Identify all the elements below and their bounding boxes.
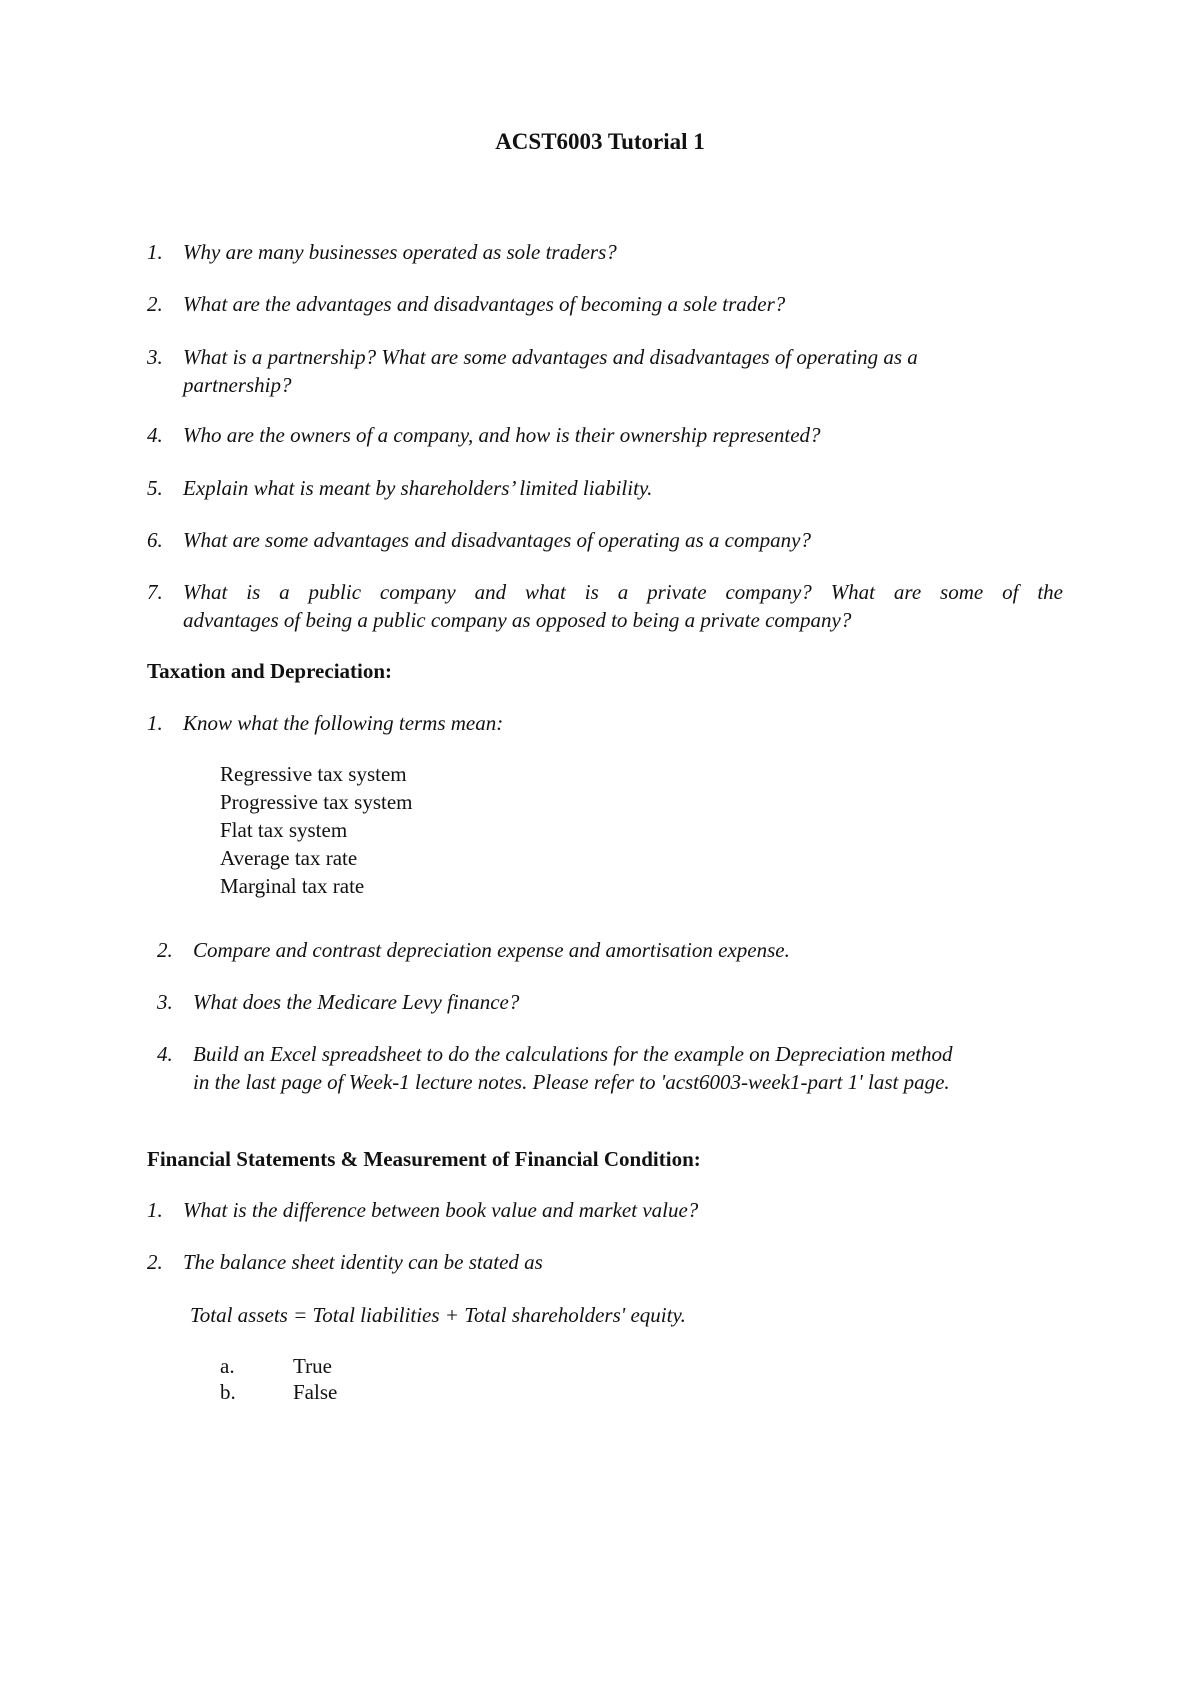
tax-term: Regressive tax system: [220, 762, 407, 786]
tax-term: Marginal tax rate: [220, 874, 365, 898]
question-text: What are some advantages and disadvantages of operating as a company?: [183, 528, 811, 552]
section-heading-financial: Financial Statements & Measurement of Financial Condition:: [147, 1147, 701, 1171]
tax-terms-list: [220, 760, 412, 900]
question-text: Explain what is meant by shareholders’ limited liability.: [183, 476, 653, 500]
question-text: What is a public company and what is a private company? What are some of the: [183, 580, 1063, 604]
question-text: What is the difference between book value and market value?: [183, 1198, 699, 1222]
page-title: ACST6003 Tutorial 1: [495, 129, 705, 154]
tax-term: Flat tax system: [220, 818, 348, 842]
section-heading-taxation: Taxation and Depreciation:: [147, 659, 393, 683]
question-text: What are the advantages and disadvantages of becoming a sole trader?: [183, 292, 786, 316]
balance-sheet-identity: Total assets = Total liabilities + Total shareholders' equity.: [190, 1303, 686, 1327]
question-text: Why are many businesses operated as sole traders?: [183, 240, 617, 264]
question-number: 7.: [147, 580, 163, 604]
question-text: Build an Excel spreadsheet to do the calculations for the example on Depreciation method: [193, 1042, 953, 1066]
question-number: 2.: [147, 292, 163, 316]
question-text: Who are the owners of a company, and how is their ownership represented?: [183, 423, 821, 447]
question-number: 3.: [147, 345, 163, 369]
question-number: 3.: [157, 990, 173, 1014]
option-label: b.: [220, 1380, 236, 1404]
question-text: What does the Medicare Levy finance?: [193, 990, 520, 1014]
question-text-continued: in the last page of Week-1 lecture notes. Please refer to 'acst6003-week1-part 1' last page.: [193, 1070, 950, 1094]
question-text: What is a partnership? What are some advantages and disadvantages of operating as a: [183, 345, 918, 369]
question-number: 6.: [147, 528, 163, 552]
question-number: 4.: [157, 1042, 173, 1066]
question-number: 2.: [157, 938, 173, 962]
question-text: Compare and contrast depreciation expense and amortisation expense.: [193, 938, 790, 962]
question-number: 2.: [147, 1250, 163, 1274]
question-number: 4.: [147, 423, 163, 447]
question-number: 1.: [147, 711, 163, 735]
question-number: 1.: [147, 240, 163, 264]
question-number: 1.: [147, 1198, 163, 1222]
question-text-continued: advantages of being a public company as opposed to being a private company?: [183, 608, 852, 632]
question-text-continued: partnership?: [183, 373, 292, 397]
option-text: False: [293, 1380, 338, 1404]
option-label: a.: [220, 1354, 235, 1378]
tax-term: Progressive tax system: [220, 790, 413, 814]
question-number: 5.: [147, 476, 163, 500]
tax-term: Average tax rate: [220, 846, 358, 870]
question-text: The balance sheet identity can be stated as: [183, 1250, 543, 1274]
question-text: Know what the following terms mean:: [183, 711, 504, 735]
option-text: True: [293, 1354, 332, 1378]
